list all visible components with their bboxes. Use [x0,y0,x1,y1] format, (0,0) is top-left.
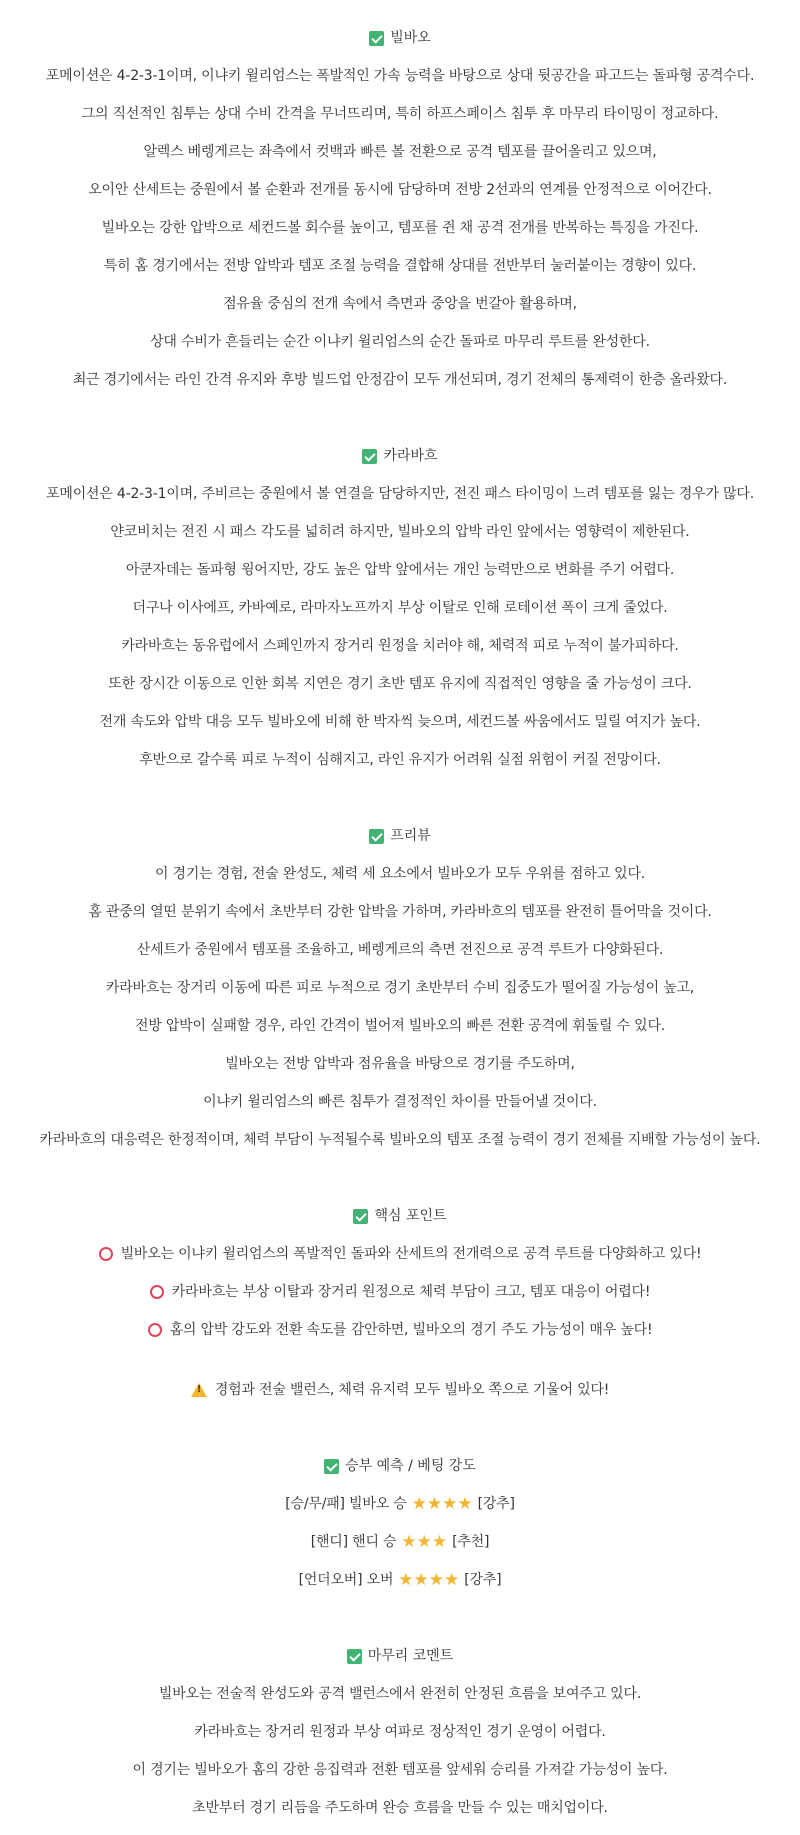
paragraph-line: 알렉스 베렝게르는 좌측에서 컷백과 빠른 볼 전환으로 공격 템포를 끌어올리고 있으며, [143,144,657,160]
paragraph-line: 빌바오는 강한 압박으로 세컨드볼 회수를 높이고, 템포를 쥔 채 공격 전개를 반복하는 특징을 가진다. [101,220,699,236]
section-title-preview [0,825,800,847]
pick-label: [승/무/패] 빌바오 승 [285,1496,407,1512]
pick-row [0,1531,800,1553]
section-title-text: 핵심 포인트 [374,1208,447,1224]
pick-strength: [추천] [452,1534,490,1550]
section-karabakh [0,445,800,771]
paragraph-line: 포메이션은 4-2-3-1이며, 이냐키 윌리엄스는 폭발적인 가속 능력을 바탕으로 상대 뒷공간을 파고드는 돌파형 공격수다. [45,68,755,84]
warning-text: 경험과 전술 밸런스, 체력 유지력 모두 빌바오 쪽으로 기울어 있다! [214,1382,610,1398]
star-rating-icon: ★★★★ [411,1494,473,1514]
paragraph-line: 아쿤자데는 돌파형 윙어지만, 강도 높은 압박 앞에서는 개인 능력만으로 변화를 주기 어렵다. [125,562,675,578]
red-circle-icon [99,1247,113,1261]
paragraph-line: 최근 경기에서는 라인 간격 유지와 후방 빌드업 안정감이 모두 개선되며, 경기 전체의 통제력이 한층 올라왔다. [72,372,728,388]
pick-strength: [강추] [464,1572,502,1588]
paragraph-line: 포메이션은 4-2-3-1이며, 주비르는 중원에서 볼 연결을 담당하지만, 전진 패스 타이밍이 느려 템포를 잃는 경우가 많다. [46,486,754,502]
key-point-text: 카라바흐는 부상 이탈과 장거리 원정으로 체력 부담이 크고, 템포 대응이 어렵다! [171,1284,651,1300]
section-title-prediction [0,1455,800,1477]
section-title-text: 마무리 코멘트 [367,1648,454,1664]
star-rating-icon: ★★★ [401,1532,448,1552]
key-point-text: 홈의 압박 강도와 전환 속도를 감안하면, 빌바오의 경기 주도 가능성이 매우 높다! [169,1322,653,1338]
key-point-item [0,1243,800,1265]
paragraph-line: 오이안 산세트는 중원에서 볼 순환과 전개를 동시에 담당하며 전방 2선과의 연계를 안정적으로 이어간다. [88,182,712,198]
section-title-karabakh [0,445,800,467]
pick-label: [언더오버] 오버 [298,1572,394,1588]
paragraph-line: 전개 속도와 압박 대응 모두 빌바오에 비해 한 박자씩 늦으며, 세컨드볼 싸움에서도 밀릴 여지가 높다. [99,714,701,730]
paragraph-line: 홈 관중의 열띤 분위기 속에서 초반부터 강한 압박을 가하며, 카라바흐의 템포를 완전히 틀어막을 것이다. [88,904,712,920]
paragraph-line: 또한 장시간 이동으로 인한 회복 지연은 경기 초반 템포 유지에 직접적인 영향을 줄 가능성이 크다. [108,676,692,692]
check-mark-icon [353,1209,368,1224]
paragraph-line: 전방 압박이 실패할 경우, 라인 간격이 벌어져 빌바오의 빠른 전환 공격에 휘둘릴 수 있다. [134,1018,666,1034]
warning-icon [191,1383,207,1397]
paragraph-line: 특히 홈 경기에서는 전방 압박과 템포 조절 능력을 결합해 상대를 전반부터 눌러붙이는 경향이 있다. [103,258,697,274]
section-title-text: 빌바오 [390,30,431,46]
section-title-closing [0,1645,800,1667]
pick-row [0,1493,800,1515]
paragraph-line: 카라바흐는 장거리 이동에 따른 피로 누적으로 경기 초반부터 수비 집중도가 떨어질 가능성이 높고, [105,980,695,996]
warning-note [0,1379,800,1401]
check-mark-icon [369,829,384,844]
paragraph-line: 얀코비치는 전진 시 패스 각도를 넓히려 하지만, 빌바오의 압박 라인 앞에서는 영향력이 제한된다. [110,524,690,540]
paragraph-line: 카라바흐는 동유럽에서 스페인까지 장거리 원정을 치러야 해, 체력적 피로 누적이 불가피하다. [121,638,679,654]
paragraph-line: 카라바흐의 대응력은 한정적이며, 체력 부담이 누적될수록 빌바오의 템포 조절 능력이 경기 전체를 지배할 가능성이 높다. [39,1132,761,1148]
pick-strength: [강추] [477,1496,515,1512]
section-preview [0,825,800,1151]
pick-row [0,1569,800,1591]
section-bilbao [0,27,800,391]
check-mark-icon [347,1649,362,1664]
section-prediction [0,1455,800,1591]
section-key-points [0,1205,800,1401]
paragraph-line: 이 경기는 경험, 전술 완성도, 체력 세 요소에서 빌바오가 모두 우위를 점하고 있다. [154,866,646,882]
paragraph-line: 이 경기는 빌바오가 홈의 강한 응집력과 전환 템포를 앞세워 승리를 가져갈 가능성이 높다. [132,1762,668,1778]
section-title-text: 프리뷰 [390,828,431,844]
paragraph-line: 상대 수비가 흔들리는 순간 이냐키 윌리엄스의 순간 돌파로 마무리 루트를 완성한다. [150,334,650,350]
paragraph-line: 카라바흐는 장거리 원정과 부상 여파로 정상적인 경기 운영이 어렵다. [194,1724,606,1740]
section-closing [0,1645,800,1819]
section-title-text: 카라바흐 [383,448,438,464]
paragraph-line: 이냐키 윌리엄스의 빠른 침투가 결정적인 차이를 만들어낼 것이다. [203,1094,597,1110]
check-mark-icon [369,31,384,46]
paragraph-line: 초반부터 경기 리듬을 주도하며 완승 흐름을 만들 수 있는 매치업이다. [192,1800,608,1816]
check-mark-icon [324,1459,339,1474]
key-point-text: 빌바오는 이냐키 윌리엄스의 폭발적인 돌파와 산세트의 전개력으로 공격 루트를 다양화하고 있다! [120,1246,702,1262]
paragraph-line: 빌바오는 전방 압박과 점유율을 바탕으로 경기를 주도하며, [225,1056,575,1072]
paragraph-line: 후반으로 갈수록 피로 누적이 심해지고, 라인 유지가 어려워 실점 위험이 커질 전망이다. [139,752,661,768]
paragraph-line: 그의 직선적인 침투는 상대 수비 간격을 무너뜨리며, 특히 하프스페이스 침투 후 마무리 타이밍이 정교하다. [81,106,719,122]
pick-label: [핸디] 핸디 승 [310,1534,397,1550]
star-rating-icon: ★★★★ [398,1570,460,1590]
section-title-key-points [0,1205,800,1227]
paragraph-line: 산세트가 중원에서 템포를 조율하고, 베렝게르의 측면 전진으로 공격 루트가 다양화된다. [136,942,664,958]
paragraph-line: 점유율 중심의 전개 속에서 측면과 중앙을 번갈아 활용하며, [223,296,577,312]
key-point-item [0,1319,800,1341]
red-circle-icon [150,1285,164,1299]
section-title-text: 승부 예측 / 베팅 강도 [345,1458,476,1474]
section-title-bilbao [0,27,800,49]
check-mark-icon [362,449,377,464]
key-point-item [0,1281,800,1303]
red-circle-icon [148,1323,162,1337]
paragraph-line: 더구나 이사에프, 카바예로, 라마자노프까지 부상 이탈로 인해 로테이션 폭이 크게 줄었다. [132,600,668,616]
paragraph-line: 빌바오는 전술적 완성도와 공격 밸런스에서 완전히 안정된 흐름을 보여주고 있다. [158,1686,642,1702]
